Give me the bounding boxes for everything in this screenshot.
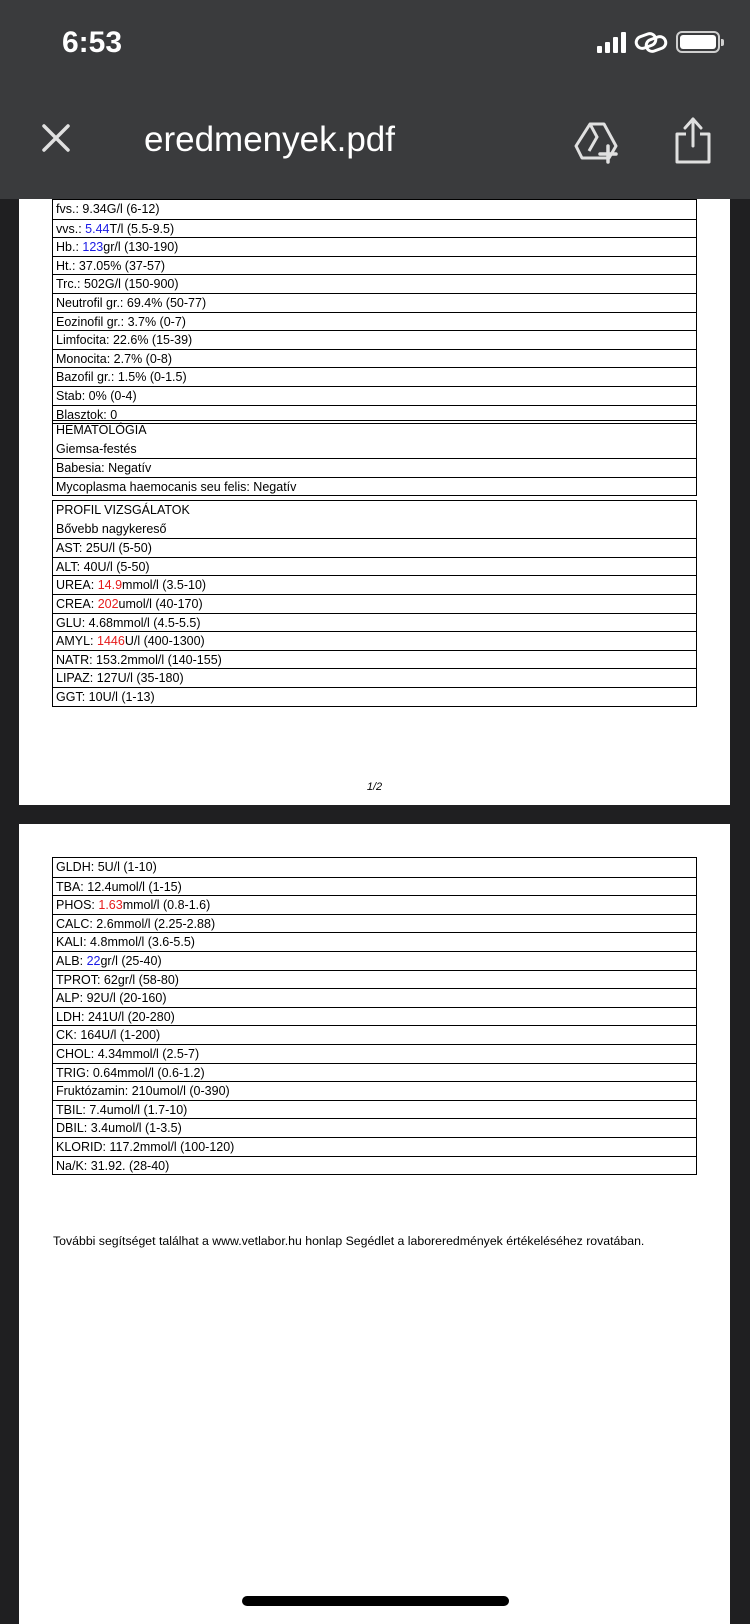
add-to-drive-icon[interactable] — [574, 120, 622, 164]
row-label: ALB: — [56, 953, 87, 968]
table-row — [53, 330, 696, 349]
row-label: AST: — [56, 541, 86, 556]
row-label: CK: — [56, 1028, 81, 1043]
table-row — [53, 668, 696, 687]
table-row — [53, 575, 696, 594]
row-value: 127 — [96, 671, 118, 686]
row-unit: U/l (1-200) — [101, 1028, 161, 1043]
row-unit: umol/l (1-15) — [111, 879, 182, 894]
row-value: 12.4 — [87, 879, 112, 894]
table-row — [53, 970, 696, 989]
table-row — [53, 613, 696, 632]
row-unit: mmol/l (0.6-1.2) — [117, 1065, 205, 1080]
pdf-page-2 — [19, 824, 730, 1624]
section-heading: HEMATOLÓGIA — [56, 423, 147, 437]
table-row — [53, 367, 696, 386]
row-label: vvs.: — [56, 221, 86, 236]
row-unit: umol/l (1-3.5) — [108, 1121, 182, 1136]
row-value: 3.4 — [90, 1121, 109, 1136]
table-row — [53, 932, 696, 951]
row-value: 22 — [86, 953, 101, 968]
row-value: 25 — [85, 541, 100, 556]
table-row — [53, 237, 696, 256]
row-value: 5 — [97, 860, 105, 874]
link-icon — [634, 30, 668, 54]
row-value: 40 — [83, 559, 98, 574]
row-value: 123 — [82, 240, 104, 255]
row-unit: mmol/l (3.5-10) — [122, 578, 207, 593]
table-row — [53, 1044, 696, 1063]
row-unit: % (0-1.5) — [135, 370, 187, 385]
row-unit: G/l (6-12) — [106, 202, 160, 216]
row-value: 62 — [103, 972, 118, 987]
row-label: AMYL: — [56, 634, 97, 649]
row-value: 4.68 — [88, 615, 113, 630]
row-unit: umol/l (40-170) — [118, 596, 203, 611]
table-row — [53, 877, 696, 896]
row-value: 1446 — [97, 634, 125, 649]
row-unit: U/l (20-160) — [100, 991, 167, 1006]
close-icon[interactable] — [36, 118, 76, 158]
row-value: 10 — [88, 689, 103, 704]
row-unit: T/l (5.5-9.5) — [109, 221, 175, 236]
table-row — [53, 1156, 696, 1175]
row-unit: U/l (1-13) — [102, 689, 155, 704]
table-row — [53, 538, 696, 557]
battery-icon — [676, 31, 720, 53]
pdf-page-1 — [19, 199, 730, 805]
table-row — [53, 988, 696, 1007]
row-value: 2.6 — [96, 916, 114, 931]
row-label: ALP: — [56, 991, 87, 1006]
row-unit: umol/l (0-390) — [152, 1084, 230, 1099]
row-label: CHOL: — [56, 1046, 98, 1061]
row-label: PHOS: — [56, 898, 99, 913]
row-value: 1.63 — [98, 898, 123, 913]
table-row — [53, 687, 696, 706]
table-row — [53, 1100, 696, 1119]
row-label: KALI: — [56, 935, 91, 950]
row-value: 1.5 — [117, 370, 136, 385]
table-row — [53, 914, 696, 933]
row-label: UREA: — [56, 578, 98, 593]
row-label: TPROT: — [56, 972, 104, 987]
row-value: 92 — [86, 991, 101, 1006]
table-row — [53, 951, 696, 970]
row-unit: gr/l (25-40) — [100, 953, 162, 968]
table-row — [53, 1118, 696, 1137]
document-title: eredmenyek.pdf — [144, 120, 395, 159]
table-row — [53, 1137, 696, 1156]
row-label: GGT: — [56, 689, 89, 704]
row-value: 117.2 — [109, 1139, 140, 1154]
blood-count-box — [52, 199, 697, 424]
app-header — [0, 0, 750, 199]
row-unit: umol/l (1.7-10) — [106, 1102, 188, 1117]
row-unit: mmol/l (4.5-5.5) — [113, 615, 201, 630]
table-row — [53, 200, 696, 219]
row-unit: % (50-77) — [151, 295, 207, 310]
row-value: 202 — [97, 596, 119, 611]
row-label: Monocita: — [56, 351, 114, 366]
row-value: 153.2 — [96, 652, 128, 667]
row-unit: . (28-40) — [122, 1158, 170, 1173]
row-label: CALC: — [56, 916, 97, 931]
row-label: LDH: — [56, 1009, 88, 1024]
row-label: GLU: — [56, 615, 89, 630]
section-subheading: Giemsa-festés — [56, 441, 137, 456]
row-value: 0 — [88, 388, 96, 403]
row-label: DBIL: — [56, 1121, 91, 1136]
table-row — [53, 631, 696, 650]
table-row — [53, 858, 696, 877]
table-row — [53, 219, 696, 238]
biochemistry-box — [52, 857, 697, 1175]
row-label: NATR: — [56, 652, 97, 667]
row-unit: mmol/l (140-155) — [127, 652, 222, 667]
row-value: 3.7 — [127, 314, 145, 329]
row-unit: % (0-8) — [131, 351, 173, 366]
row-unit: gr/l (130-190) — [103, 240, 179, 255]
row-unit: % (0-7) — [144, 314, 186, 329]
table-row — [53, 1025, 696, 1044]
row-value: 502 — [84, 277, 105, 292]
row-value: 4.34 — [97, 1046, 123, 1061]
row-unit: U/l (400-1300) — [124, 634, 205, 649]
table-row — [53, 1007, 696, 1026]
hematology-box — [52, 420, 697, 496]
row-label: KLORID: — [56, 1139, 110, 1154]
row-value: 31.92 — [90, 1158, 123, 1173]
table-row — [53, 274, 696, 293]
row-label: Na/K: — [56, 1158, 91, 1173]
row-unit: % (37-57) — [110, 258, 166, 273]
row-label: fvs.: — [56, 202, 83, 216]
status-time: 6:53 — [62, 26, 123, 59]
row-value: 4.8 — [90, 935, 108, 950]
row-label: ALT: — [56, 559, 84, 574]
row-label: Bazofil gr.: — [56, 370, 118, 385]
status-icons — [597, 30, 720, 54]
row-unit: % (15-39) — [137, 333, 193, 348]
row-unit: % (0-4) — [95, 388, 137, 403]
table-row — [53, 895, 696, 914]
row-unit: G/l (150-900) — [104, 277, 179, 292]
row-value: 14.9 — [97, 578, 123, 593]
row-label: Stab: — [56, 388, 89, 403]
cellular-signal-icon — [597, 31, 626, 53]
table-row — [53, 1063, 696, 1082]
share-icon[interactable] — [673, 114, 713, 166]
row-label: Ht.: — [56, 258, 79, 273]
row-label: Neutrofil gr.: — [56, 295, 127, 310]
table-row: Babesia: Negatív — [53, 458, 696, 477]
row-unit: U/l (5-50) — [99, 541, 152, 556]
row-value: 7.4 — [89, 1102, 107, 1117]
footnote: További segítséget találhat a www.vetlabor.hu honlap Segédlet a laboreredmények értékeléséhez rovatában. — [53, 1234, 645, 1248]
row-label: GLDH: — [56, 860, 98, 874]
row-label: Limfocita: — [56, 333, 113, 348]
table-row — [53, 1081, 696, 1100]
row-value: 164 — [80, 1028, 102, 1043]
table-row — [53, 293, 696, 312]
row-unit: mmol/l (2.5-7) — [122, 1046, 200, 1061]
row-label: LIPAZ: — [56, 671, 97, 686]
row-label: Fruktózamin: — [56, 1084, 132, 1099]
table-row — [53, 557, 696, 576]
row-value: 5.44 — [85, 221, 110, 236]
row-label: Blasztok: — [56, 407, 111, 422]
row-value: 22.6 — [112, 333, 138, 348]
row-value: 210 — [131, 1084, 153, 1099]
profile-box — [52, 500, 697, 707]
table-row — [53, 256, 696, 275]
table-row — [53, 312, 696, 331]
row-value: 2.7 — [113, 351, 132, 366]
row-unit: mmol/l (0.8-1.6) — [122, 898, 211, 913]
row-label: TBA: — [56, 879, 88, 894]
table-row — [53, 594, 696, 613]
row-value: 0 — [110, 407, 118, 422]
row-unit: mmol/l (3.6-5.5) — [107, 935, 195, 950]
row-label: TRIG: — [56, 1065, 93, 1080]
table-row: Mycoplasma haemocanis seu felis: Negatív — [53, 477, 696, 496]
row-label: Eozinofil gr.: — [56, 314, 128, 329]
page-number: 1/2 — [366, 781, 383, 793]
row-label: TBIL: — [56, 1102, 90, 1117]
row-unit: gr/l (58-80) — [117, 972, 179, 987]
row-value: 241 — [87, 1009, 109, 1024]
row-label: Hb.: — [56, 240, 83, 255]
row-unit: mmol/l (100-120) — [139, 1139, 235, 1154]
row-value: 37.05 — [78, 258, 111, 273]
table-row — [53, 386, 696, 405]
row-value: 0.64 — [92, 1065, 118, 1080]
row-unit: U/l (1-10) — [104, 860, 157, 874]
home-indicator[interactable] — [242, 1596, 509, 1606]
row-value: 69.4 — [126, 295, 152, 310]
row-unit: U/l (20-280) — [108, 1009, 175, 1024]
table-row — [53, 349, 696, 368]
row-label: Trc.: — [56, 277, 85, 292]
row-unit: U/l (5-50) — [97, 559, 150, 574]
section-subheading: Bővebb nagykereső — [56, 521, 167, 536]
section-heading: PROFIL VIZSGÁLATOK — [56, 503, 190, 517]
row-value: 9.34 — [82, 202, 107, 216]
row-label: CREA: — [56, 596, 98, 611]
row-unit: mmol/l (2.25-2.88) — [113, 916, 216, 931]
row-unit: U/l (35-180) — [117, 671, 184, 686]
table-row — [53, 650, 696, 669]
